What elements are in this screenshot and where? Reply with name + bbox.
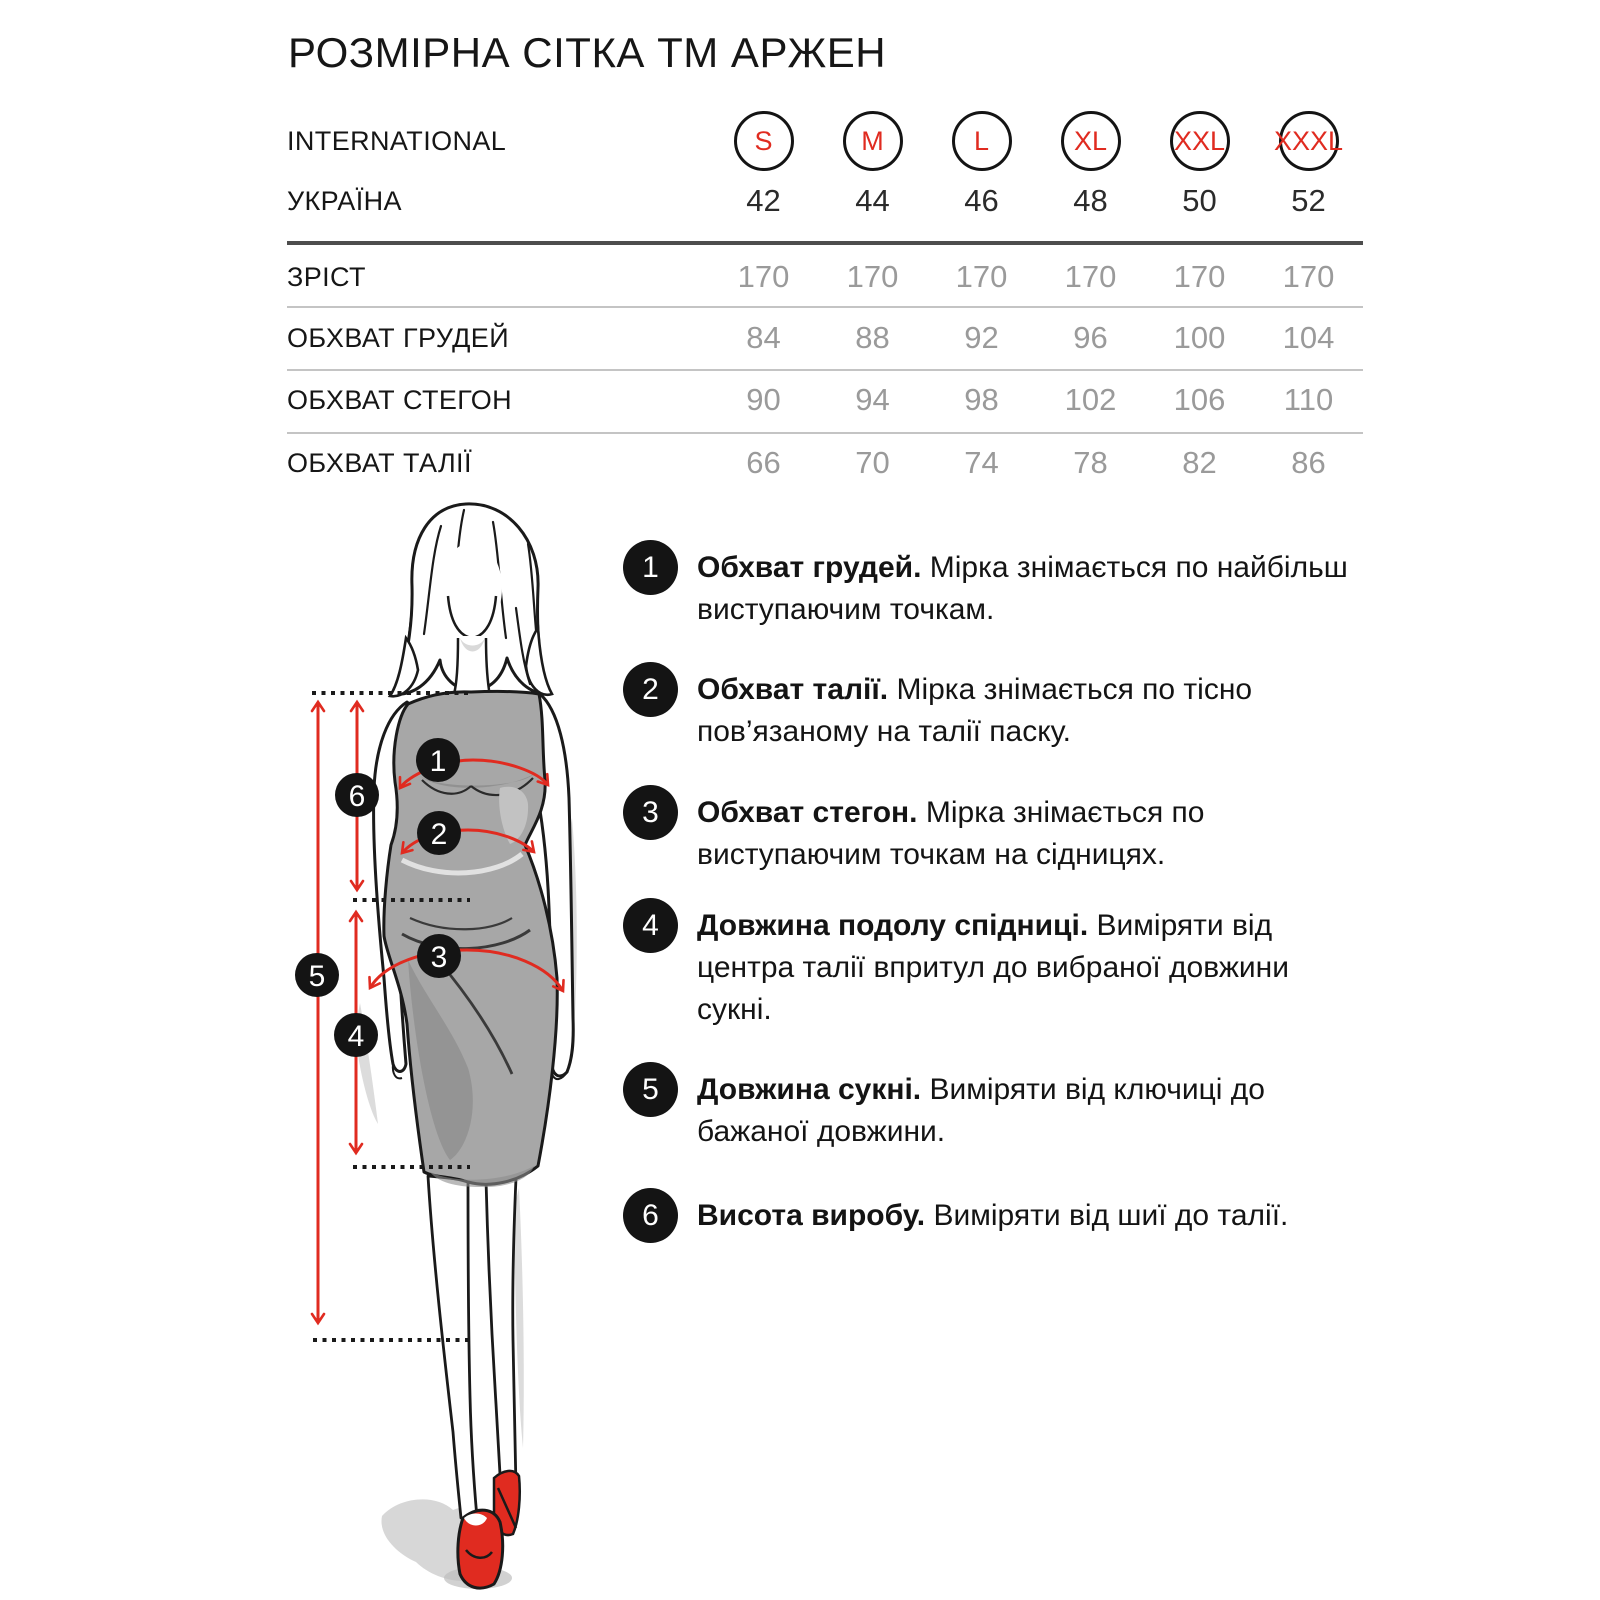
instruction-item-2 xyxy=(623,662,1355,753)
table-row-height xyxy=(287,255,1363,299)
marker-2 xyxy=(417,811,461,855)
marker-3 xyxy=(417,934,461,978)
ua-size-cell: 42 xyxy=(746,183,781,218)
svg-text:4: 4 xyxy=(347,1020,365,1053)
bust-cell: 88 xyxy=(855,320,890,355)
waist-cell: 70 xyxy=(855,445,890,480)
bust-cell: 92 xyxy=(964,320,999,355)
svg-text:1: 1 xyxy=(429,745,447,778)
marker-5 xyxy=(295,953,339,997)
instruction-item-4 xyxy=(623,898,1355,1031)
instruction-number-1: 1 xyxy=(623,540,678,595)
row-label-hips: ОБХВАТ СТЕГОН xyxy=(287,384,513,415)
instruction-number-5: 5 xyxy=(623,1062,678,1117)
table-row-waist xyxy=(287,441,1363,485)
waist-cell: 74 xyxy=(964,445,999,480)
table-rule xyxy=(287,369,1363,371)
marker-6 xyxy=(335,773,379,817)
marker-1 xyxy=(416,738,460,782)
instruction-text-5: Довжина сукні. Виміряти від ключиці до бажаної довжини. xyxy=(697,1073,1265,1148)
svg-text:3: 3 xyxy=(430,941,448,974)
svg-text:6: 6 xyxy=(348,780,366,813)
instruction-item-3 xyxy=(623,785,1355,876)
ua-size-cell: 44 xyxy=(855,183,890,218)
table-row-international xyxy=(287,111,1363,165)
size-badge-s: S xyxy=(734,111,794,171)
instruction-text-6: Висота виробу. Виміряти від шиї до талії. xyxy=(697,1199,1289,1232)
instruction-text-2: Обхват талії. Мірка знімається по тісно пов’язаному на талії паску. xyxy=(697,673,1253,748)
bust-cell: 96 xyxy=(1073,320,1108,355)
ua-size-cell: 48 xyxy=(1073,183,1108,218)
row-label-ukraine: УКРАЇНА xyxy=(287,185,402,216)
height-cell: 170 xyxy=(1282,259,1335,294)
hips-cell: 94 xyxy=(855,382,890,417)
hips-cell: 110 xyxy=(1283,382,1334,417)
instruction-item-1 xyxy=(623,540,1355,631)
bust-cell: 84 xyxy=(746,320,781,355)
measurement-diagram xyxy=(290,488,590,1600)
instruction-number-3: 3 xyxy=(623,785,678,840)
instruction-text-1: Обхват грудей. Мірка знімається по найбільш виступаючим точкам. xyxy=(697,551,1348,626)
table-row-bust xyxy=(287,316,1363,360)
size-badge-m: M xyxy=(843,111,903,171)
table-rule xyxy=(287,432,1363,434)
dress xyxy=(384,628,557,1187)
bust-cell: 100 xyxy=(1173,320,1226,355)
hips-cell: 98 xyxy=(964,382,999,417)
svg-text:2: 2 xyxy=(430,818,448,851)
waist-cell: 78 xyxy=(1073,445,1108,480)
waist-cell: 82 xyxy=(1182,445,1217,480)
waist-cell: 66 xyxy=(746,445,781,480)
instruction-text-3: Обхват стегон. Мірка знімається по виступаючим точкам на сідницях. xyxy=(697,796,1205,871)
marker-4 xyxy=(334,1013,378,1057)
legs xyxy=(428,1176,516,1518)
size-badge-xxl: XXL xyxy=(1170,111,1230,171)
size-badge-xl: XL xyxy=(1061,111,1121,171)
row-label-international: INTERNATIONAL xyxy=(287,125,507,156)
instruction-item-6 xyxy=(623,1188,1355,1237)
height-cell: 170 xyxy=(955,259,1008,294)
ua-size-cell: 52 xyxy=(1291,183,1326,218)
size-badge-xxxl: XXXL xyxy=(1279,111,1339,171)
bust-cell: 104 xyxy=(1282,320,1335,355)
hips-cell: 90 xyxy=(746,382,781,417)
instruction-text-4: Довжина подолу спідниці. Виміряти від центра талії впритул до вибраної довжини сукні. xyxy=(697,909,1289,1026)
page-title: РОЗМІРНА СІТКА ТМ АРЖЕН xyxy=(288,29,887,76)
table-row-ukraine xyxy=(287,178,1363,224)
row-label-height: ЗРІСТ xyxy=(287,261,366,292)
height-cell: 170 xyxy=(1173,259,1226,294)
ua-size-cell: 50 xyxy=(1182,183,1217,218)
instruction-number-6: 6 xyxy=(623,1188,678,1243)
table-rule-thick xyxy=(287,241,1363,245)
svg-text:5: 5 xyxy=(308,960,326,993)
hips-cell: 102 xyxy=(1064,382,1117,417)
height-cell: 170 xyxy=(1064,259,1117,294)
size-badge-l: L xyxy=(952,111,1012,171)
waist-cell: 86 xyxy=(1291,445,1326,480)
instruction-number-2: 2 xyxy=(623,662,678,717)
hips-cell: 106 xyxy=(1173,382,1226,417)
table-row-hips xyxy=(287,378,1363,422)
height-cell: 170 xyxy=(846,259,899,294)
row-label-bust: ОБХВАТ ГРУДЕЙ xyxy=(287,322,510,353)
instruction-number-4: 4 xyxy=(623,898,678,953)
table-rule xyxy=(287,306,1363,308)
ua-size-cell: 46 xyxy=(964,183,999,218)
height-cell: 170 xyxy=(737,259,790,294)
instruction-item-5 xyxy=(623,1062,1355,1153)
row-label-waist: ОБХВАТ ТАЛІЇ xyxy=(287,447,472,478)
